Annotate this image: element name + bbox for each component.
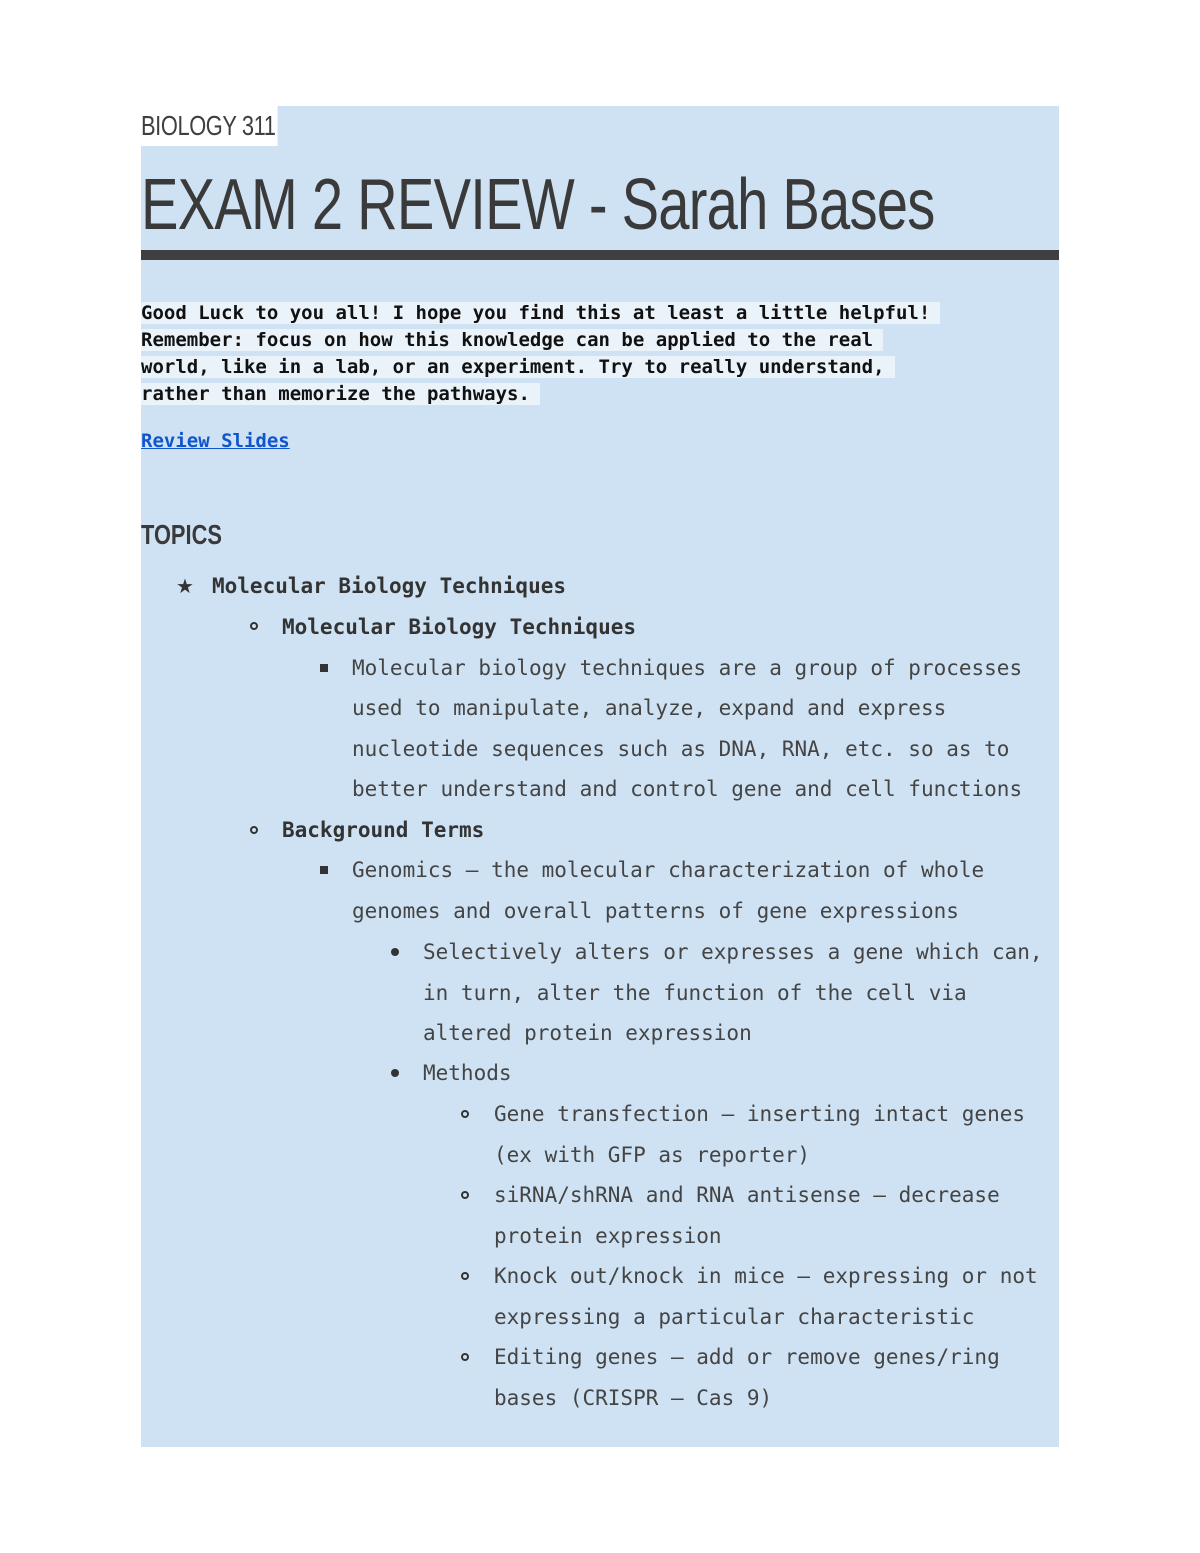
list-item-l4-line: Methods [423, 1061, 512, 1085]
list-item-l3-line: better understand and control gene and cell functions [352, 777, 1023, 801]
hollow-circle-bullet-icon [461, 1272, 469, 1280]
list-item-l2: Background Terms [282, 818, 485, 842]
hollow-circle-bullet-icon [250, 826, 258, 834]
dot-bullet-icon [391, 1069, 399, 1077]
list-item-l5-line: bases (CRISPR – Cas 9) [494, 1386, 773, 1410]
list-item-l4-line: in turn, alter the function of the cell via [423, 981, 967, 1005]
intro-line: world, like in a lab, or an experiment. Try to really understand, [141, 356, 895, 378]
intro-line: Remember: focus on how this knowledge can be applied to the real [141, 329, 883, 351]
page-title: EXAM 2 REVIEW - Sarah Bases [141, 165, 935, 245]
topics-heading: TOPICS [141, 519, 222, 550]
list-item-l3-line: Genomics – the molecular characterization of whole [352, 858, 985, 882]
list-item-l3-line: Molecular biology techniques are a group of processes [352, 656, 1023, 680]
list-item-l3-line: used to manipulate, analyze, expand and express [352, 696, 947, 720]
intro-line: Good Luck to you all! I hope you find this at least a little helpful! [141, 302, 940, 324]
list-item-l2: Molecular Biology Techniques [282, 615, 637, 639]
dot-bullet-icon [391, 948, 399, 956]
list-item-l5-line: Editing genes – add or remove genes/ring [494, 1345, 1000, 1369]
star-bullet-icon: ★ [176, 574, 194, 598]
list-item-l5-line: expressing a particular characteristic [494, 1305, 975, 1329]
review-slides-link[interactable]: Review Slides [141, 430, 290, 452]
hollow-circle-bullet-icon [461, 1110, 469, 1118]
hollow-circle-bullet-icon [461, 1191, 469, 1199]
list-item-l4-line: Selectively alters or expresses a gene which can, [423, 940, 1043, 964]
list-item-l3-line: nucleotide sequences such as DNA, RNA, etc. so as to [352, 737, 1010, 761]
hollow-circle-bullet-icon [461, 1353, 469, 1361]
list-item-l5-line: Knock out/knock in mice – expressing or not [494, 1264, 1038, 1288]
list-item-l5-line: Gene transfection – inserting intact genes [494, 1102, 1026, 1126]
list-item-l3-line: genomes and overall patterns of gene expressions [352, 899, 959, 923]
intro-line: rather than memorize the pathways. [141, 383, 540, 405]
title-divider [141, 250, 1059, 260]
hollow-circle-bullet-icon [250, 622, 258, 630]
square-bullet-icon [320, 664, 328, 672]
intro-paragraph [141, 300, 940, 408]
course-label: BIOLOGY 311 [141, 106, 278, 146]
list-item-l4-line: altered protein expression [423, 1021, 752, 1045]
list-item-l5-line: protein expression [494, 1224, 722, 1248]
list-item-l5-line: (ex with GFP as reporter) [494, 1143, 811, 1167]
square-bullet-icon [320, 866, 328, 874]
list-item-l1: Molecular Biology Techniques [212, 574, 567, 598]
list-item-l5-line: siRNA/shRNA and RNA antisense – decrease [494, 1183, 1000, 1207]
